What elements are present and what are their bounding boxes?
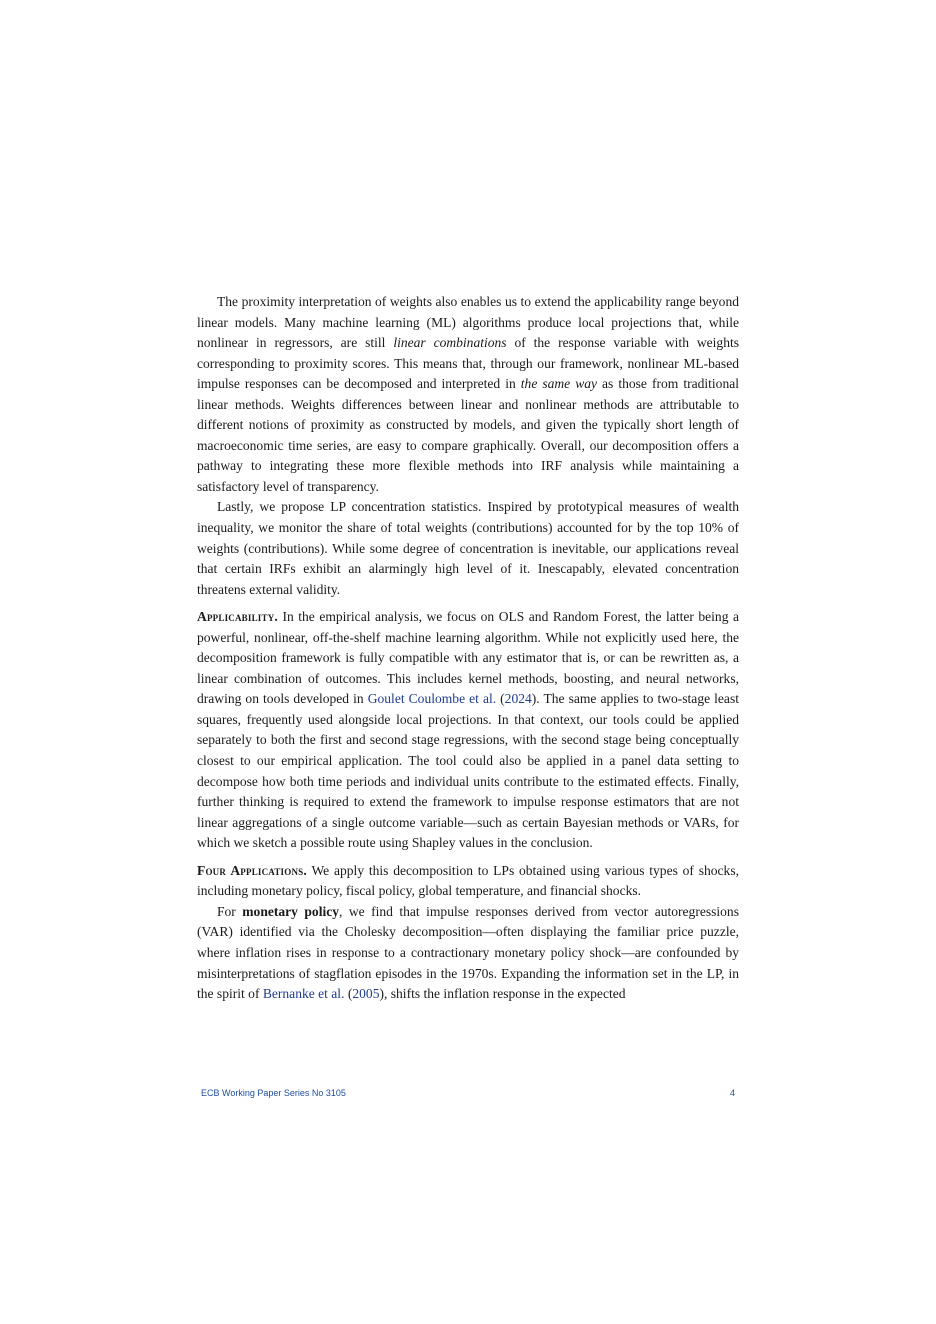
paragraph-text: of the response variable with weights corresponding to proximity scores. This means that, through our framework, nonlinear ML-based impulse responses can be decomposed and interpreted in (197, 335, 739, 392)
section-heading-applicability: Applicability. (197, 609, 278, 625)
paragraph-text: ), shifts the inflation response in the expected (379, 986, 626, 1002)
paragraph-text: Lastly, we propose LP concentration statistics. Inspired by prototypical measures of wealth inequality, we monitor the share of total weights (contributions) accounted for by the top 10% of weights (contributions). While some degree of concentration is inevitable, our applications reveal that certain IRFs exhibit an alarmingly high level of it. Inescapably, elevated concentration threatens external validity. (197, 499, 739, 597)
paragraph-proximity (197, 292, 739, 497)
paragraph-text: In the empirical analysis, we focus on OLS and Random Forest, the latter being a powerful, nonlinear, off-the-shelf machine learning algorithm. While not explicitly used here, the decomposition framework is fully compatible with any estimator that is, or can be rewritten as, a linear combination of outcomes. This includes kernel methods, boosting, and neural networks, drawing on tools developed in (197, 609, 739, 707)
paragraph-applicability (197, 607, 739, 854)
body-text (197, 292, 739, 1005)
citation-link-goulet-coulombe[interactable]: Goulet Coulombe et al. (367, 691, 497, 707)
paragraph-text: We apply this decomposition to LPs obtained using various types of shocks, including monetary policy, fiscal policy, global temperature, and financial shocks. (197, 862, 739, 899)
bold-monetary-policy: monetary policy (242, 903, 340, 919)
paragraph-text: ). The same applies to two-stage least squares, frequently used alongside local projections. In that context, our tools could be applied separately to both the first and second stage regressions, with the second stage being conceptually closest to our empirical application. The tool could also be applied in a panel data setting to decompose how both time periods and individual units contribute to the estimated effects. Finally, further thinking is required to extend the framework to impulse response estimators that are not linear aggregations of a single outcome variable—such as certain Bayesian methods or VARs, for which we sketch a possible route using Shapley values in the conclusion. (197, 691, 739, 851)
paragraph-four-applications (197, 861, 739, 902)
paragraph-text: The proximity interpretation of weights also enables us to extend the applicability range beyond linear models. Many machine learning (ML) algorithms produce local projections that, while nonlinear in regressors, are still (197, 294, 739, 351)
section-heading-four-applications: Four Applications. (197, 862, 307, 878)
paragraph-concentration (197, 497, 739, 600)
citation-link-bernanke[interactable]: Bernanke et al. (262, 986, 345, 1002)
emphasis-same-way: the same way (520, 376, 598, 392)
page-number: 4 (729, 1088, 735, 1098)
paragraph-text: as those from traditional linear methods. Weights differences between linear and nonlinear methods are attributable to different notions of proximity as constructed by models, and given the typically short length of macroeconomic time series, are easy to compare graphically. Overall, our decomposition offers a pathway to integrating these more flexible methods into IRF analysis while maintaining a satisfactory level of transparency. (197, 376, 739, 494)
emphasis-linear-combinations: linear combinations (393, 335, 507, 351)
footer-series-label: ECB Working Paper Series No 3105 (201, 1088, 346, 1098)
paragraph-text: ( (344, 986, 353, 1002)
paragraph-text: For (217, 903, 243, 919)
citation-year-link-2024[interactable]: 2024 (504, 691, 532, 707)
paragraph-monetary-policy (197, 902, 739, 1005)
citation-year-link-2005[interactable]: 2005 (352, 986, 380, 1002)
paragraph-text: , we find that impulse responses derived from vector autoregressions (VAR) identified via the Cholesky decomposition—often displaying the familiar price puzzle, where inflation rises in response to a contractionary monetary policy shock—are confounded by misinterpretations of stagflation episodes in the 1970s. Expanding the information set in the LP, in the spirit of (197, 903, 739, 1002)
paragraph-text: ( (496, 691, 505, 707)
